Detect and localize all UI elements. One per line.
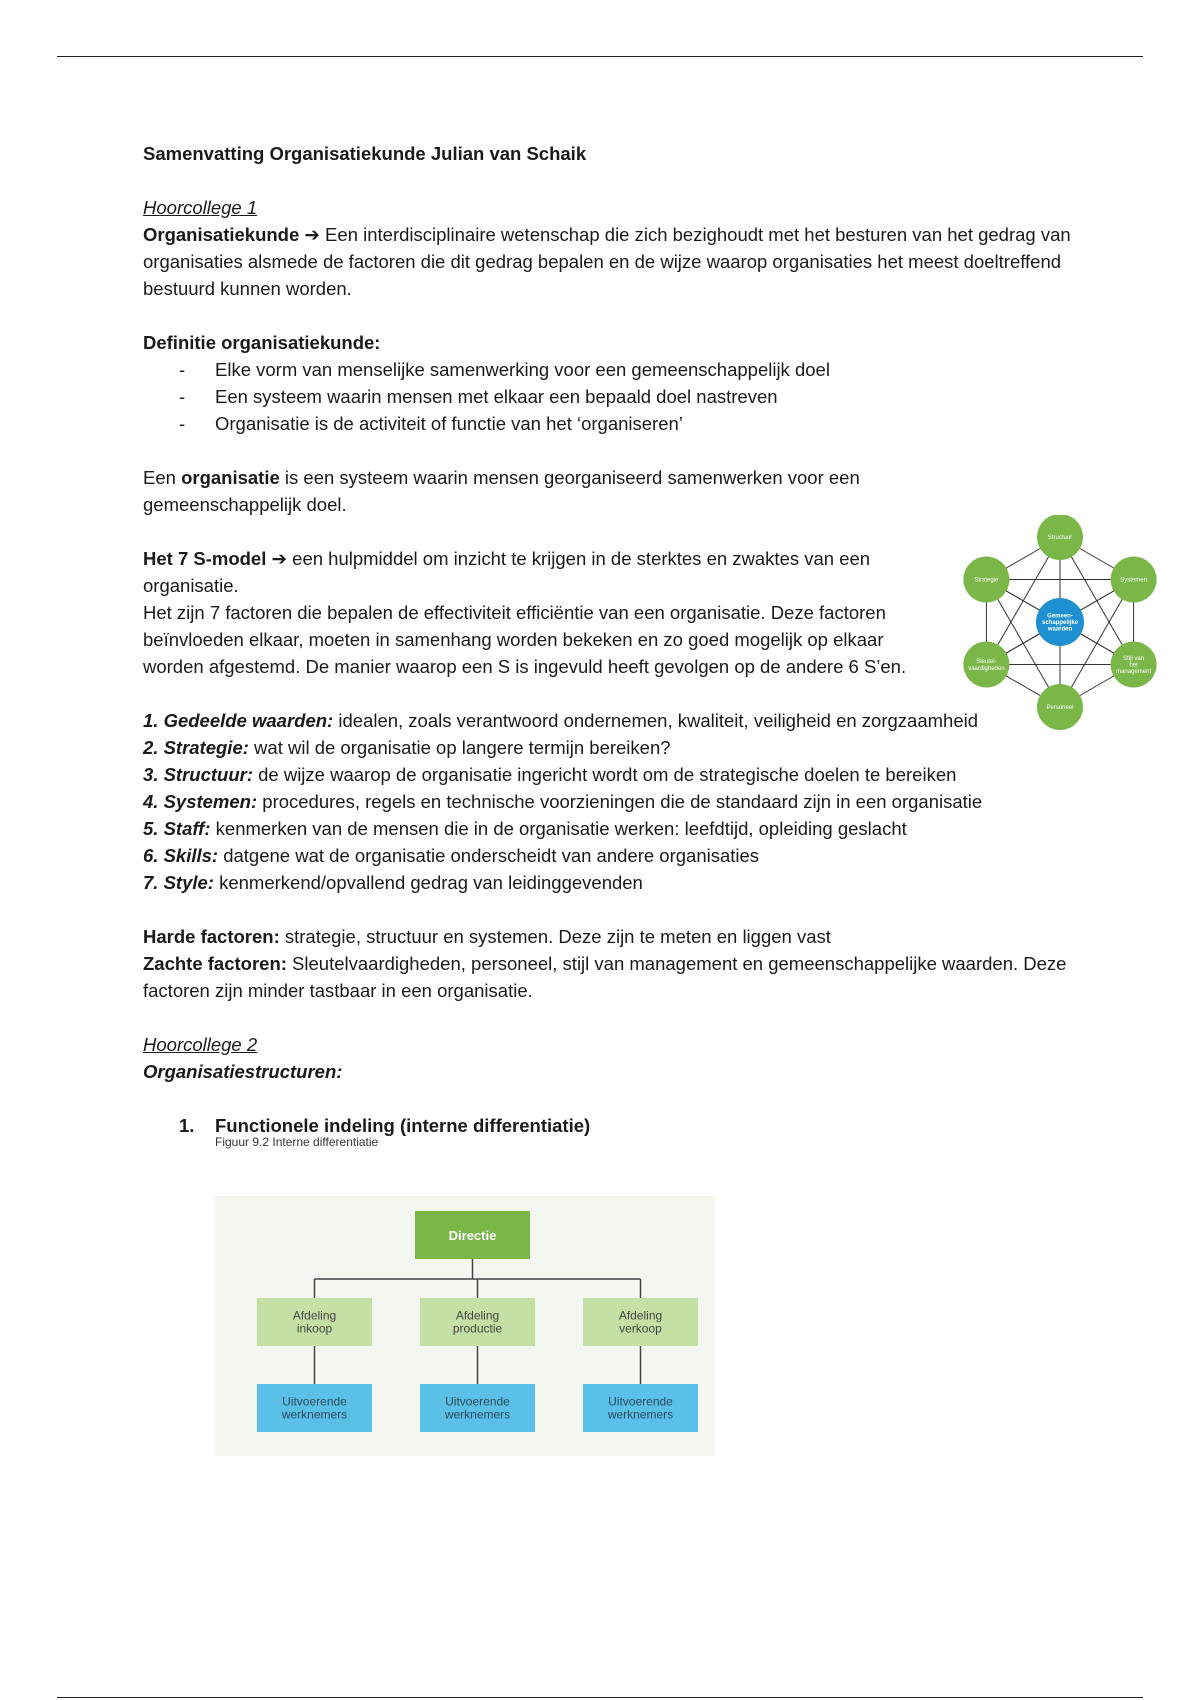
arrow-icon: ➔ xyxy=(271,548,288,569)
factor-item xyxy=(143,707,1083,734)
footer-rule xyxy=(57,1697,1143,1698)
smodel-intro xyxy=(143,545,933,599)
model-node-label: Personeel xyxy=(1046,705,1074,711)
org-pre: Een xyxy=(143,467,182,488)
definition-term: Organisatiekunde xyxy=(143,224,300,245)
definition-text: Een interdisciplinaire wetenschap die zich bezighoudt met het besturen van het gedrag van organisaties alsmede de factoren die dit gedrag bepalen en de wijze waarop organisaties het meest doeltreffend bestuurd kunnen worden. xyxy=(143,224,1071,299)
seven-s-diagram xyxy=(945,515,1175,730)
arrow-icon: ➔ xyxy=(304,224,320,245)
factor-label: 3. Structuur: xyxy=(143,764,253,785)
center-node-label: Gemeen-schappelijke waarden xyxy=(1041,613,1079,633)
model-node-label: Strategie xyxy=(974,577,999,584)
smodel-text: een hulpmiddel om inzicht te krijgen in de sterktes en zwaktes van een organisatie. xyxy=(143,548,871,596)
factor-text: procedures, regels en technische voorzieningen die de standaard zijn in een organisatie xyxy=(257,791,983,812)
document-title: Samenvatting Organisatiekunde Julian van Schaik xyxy=(143,143,587,164)
directie-label: Directie xyxy=(448,1228,497,1243)
model-node-label: Stijl van het management xyxy=(1116,655,1152,676)
staff-label: Uitvoerende werknemers xyxy=(444,1394,511,1422)
item-number: 1. xyxy=(179,1115,195,1136)
factor-text: kenmerkend/opvallend gedrag van leidinggevenden xyxy=(213,872,643,893)
org-post: is een systeem waarin mensen georganiseerd samenwerken voor een gemeenschappelijk doel. xyxy=(143,467,860,515)
factor-label: 1. Gedeelde waarden: xyxy=(143,710,334,731)
factor-item xyxy=(143,842,1083,869)
factor-list xyxy=(143,707,1083,896)
organisatie-paragraph xyxy=(143,464,933,518)
figure-caption: Figuur 9.2 Interne differentiatie xyxy=(215,1135,379,1149)
structuren-heading: Organisatiestructuren: xyxy=(143,1061,343,1082)
smodel-paragraph: Het zijn 7 factoren die bepalen de effectiviteit efficiëntie van een organisatie. Deze factoren beïnvloeden elkaar, moeten in samenhang worden bekeken en zo goed mogelijk op elkaar worden afgestemd. De manier waarop een S is ingevuld heeft gevolgen op de andere 6 S’en. xyxy=(143,602,907,677)
definition-paragraph xyxy=(143,221,1083,302)
model-node-label: Systemen xyxy=(1120,577,1147,584)
item-title: Functionele indeling (interne differentiatie) xyxy=(215,1115,591,1136)
org-chart xyxy=(215,1196,715,1456)
factor-label: 7. Style: xyxy=(143,872,214,893)
factor-item xyxy=(143,869,1083,896)
zachte-factoren xyxy=(143,950,1083,1004)
factor-label: 5. Staff: xyxy=(143,818,211,839)
department-label: Afdeling inkoop xyxy=(292,1308,337,1336)
list-item: - Organisatie is de activiteit of functie van het ‘organiseren’ xyxy=(215,410,1083,437)
harde-factoren xyxy=(143,923,1083,950)
factor-text: idealen, zoals verantwoord ondernemen, kwaliteit, veiligheid en zorgzaamheid xyxy=(333,710,979,731)
numbered-heading xyxy=(143,1112,1083,1139)
factor-text: wat wil de organisatie op langere termijn bereiken? xyxy=(248,737,671,758)
factor-text: kenmerken van de mensen die in de organisatie werken: leefdtijd, opleiding geslacht xyxy=(210,818,907,839)
factor-item xyxy=(143,815,1083,842)
definitie-list xyxy=(143,356,1083,437)
factor-text: datgene wat de organisatie onderscheidt van andere organisaties xyxy=(218,845,760,866)
lecture-heading-1: Hoorcollege 1 xyxy=(143,197,258,218)
harde-text: strategie, structuur en systemen. Deze zijn te meten en liggen vast xyxy=(279,926,831,947)
factor-label: 2. Strategie: xyxy=(143,737,249,758)
factor-text: de wijze waarop de organisatie ingericht wordt om de strategische doelen te bereiken xyxy=(252,764,957,785)
factor-item xyxy=(143,788,1083,815)
factor-item xyxy=(143,734,1083,761)
harde-term: Harde factoren: xyxy=(143,926,280,947)
factor-label: 4. Systemen: xyxy=(143,791,258,812)
staff-label: Uitvoerende werknemers xyxy=(281,1394,348,1422)
list-item: - Een systeem waarin mensen met elkaar een bepaald doel nastreven xyxy=(215,383,1083,410)
document-body xyxy=(143,140,1083,1149)
department-label: Afdeling verkoop xyxy=(618,1308,663,1336)
organisatie-term: organisatie xyxy=(181,467,280,488)
zachte-text: Sleutelvaardigheden, personeel, stijl van management en gemeenschappelijke waarden. Deze factoren zijn minder tastbaar in een organisatie. xyxy=(143,953,1067,1001)
list-item: - Elke vorm van menselijke samenwerking voor een gemeenschappelijk doel xyxy=(215,356,1083,383)
factor-item xyxy=(143,761,1083,788)
factor-label: 6. Skills: xyxy=(143,845,219,866)
definitie-heading: Definitie organisatiekunde: xyxy=(143,332,381,353)
zachte-term: Zachte factoren: xyxy=(143,953,287,974)
header-rule xyxy=(57,56,1143,57)
model-node-label: Sleutel-vaardigheden xyxy=(968,659,1005,672)
department-label: Afdeling productie xyxy=(452,1308,503,1336)
lecture-heading-2: Hoorcollege 2 xyxy=(143,1034,258,1055)
staff-label: Uitvoerende werknemers xyxy=(607,1394,674,1422)
model-node-label: Structuur xyxy=(1047,535,1073,541)
smodel-term: Het 7 S-model xyxy=(143,548,267,569)
